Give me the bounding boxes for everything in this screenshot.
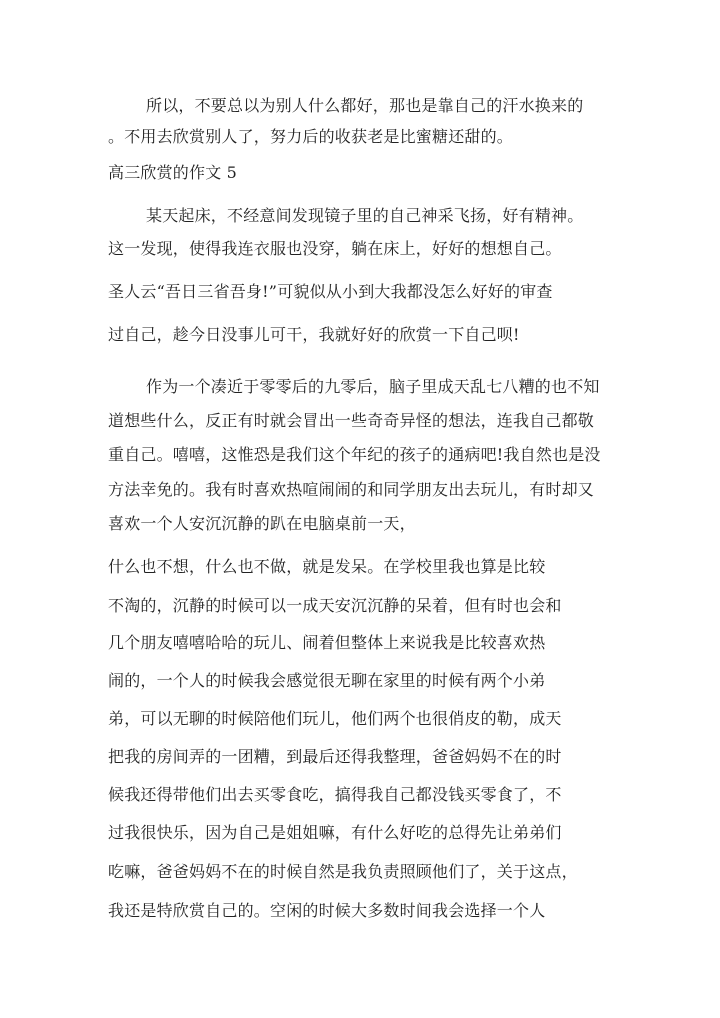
paragraph-line: 这一发现，使得我连衣服也没穿，躺在床上，好好的想想自己。 xyxy=(108,239,562,258)
paragraph-line: 所以，不要总以为别人什么都好，那也是靠自己的汗水换来的 xyxy=(146,96,584,115)
paragraph-line: 过我很快乐，因为自己是姐姐嘛，有什么好吃的总得先让弟弟们 xyxy=(108,823,562,842)
paragraph-line: 候我还得带他们出去买零食吃，搞得我自己都没钱买零食了，不 xyxy=(108,785,562,804)
paragraph-line: 把我的房间弄的一团糟，到最后还得我整理，爸爸妈妈不在的时 xyxy=(108,747,562,766)
paragraph-line: 某天起床，不经意间发现镜子里的自己神采飞扬，好有精神。 xyxy=(146,206,584,225)
paragraph-line: 吃嘛，爸爸妈妈不在的时候自然是我负责照顾他们了，关于这点， xyxy=(108,862,578,881)
paragraph-line: 什么也不想，什么也不做，就是发呆。在学校里我也算是比较 xyxy=(108,557,546,576)
paragraph-line: 道想些什么，反正有时就会冒出一些奇奇异怪的想法，连我自己都敬 xyxy=(108,411,595,430)
paragraph-line: 圣人云“吾日三省吾身!”可貌似从小到大我都没怎么好好的审查 xyxy=(108,282,553,301)
paragraph-line: 我还是特欣赏自己的。空闲的时候大多数时间我会选择一个人 xyxy=(108,901,546,920)
paragraph-line: 重自己。嘻嘻，这惟恐是我们这个年纪的孩子的通病吧!我自然也是没 xyxy=(108,445,601,464)
paragraph-line: 方法幸免的。我有时喜欢热喧闹闹的和同学朋友出去玩儿，有时却又 xyxy=(108,480,595,499)
paragraph-line: 不淘的，沉静的时候可以一成天安沉沉静的呆着，但有时也会和 xyxy=(108,596,562,615)
paragraph-line: 过自己，趁今日没事儿可干，我就好好的欣赏一下自己呗! xyxy=(108,325,520,344)
paragraph-line: 。不用去欣赏别人了，努力后的收获老是比蜜糖还甜的。 xyxy=(108,127,514,146)
paragraph-line: 弟，可以无聊的时候陪他们玩儿，他们两个也很俏皮的勒，成天 xyxy=(108,709,562,728)
paragraph-line: 喜欢一个人安沉沉静的趴在电脑桌前一天， xyxy=(108,514,416,533)
paragraph-line: 几个朋友嘻嘻哈哈的玩儿、闹着但整体上来说我是比较喜欢热 xyxy=(108,633,546,652)
paragraph-line: 作为一个凑近于零零后的九零后，脑子里成天乱七八糟的也不知 xyxy=(146,377,600,396)
section-heading: 高三欣赏的作文 5 xyxy=(108,163,238,182)
paragraph-line: 闹的，一个人的时候我会感觉很无聊在家里的时候有两个小弟 xyxy=(108,671,546,690)
